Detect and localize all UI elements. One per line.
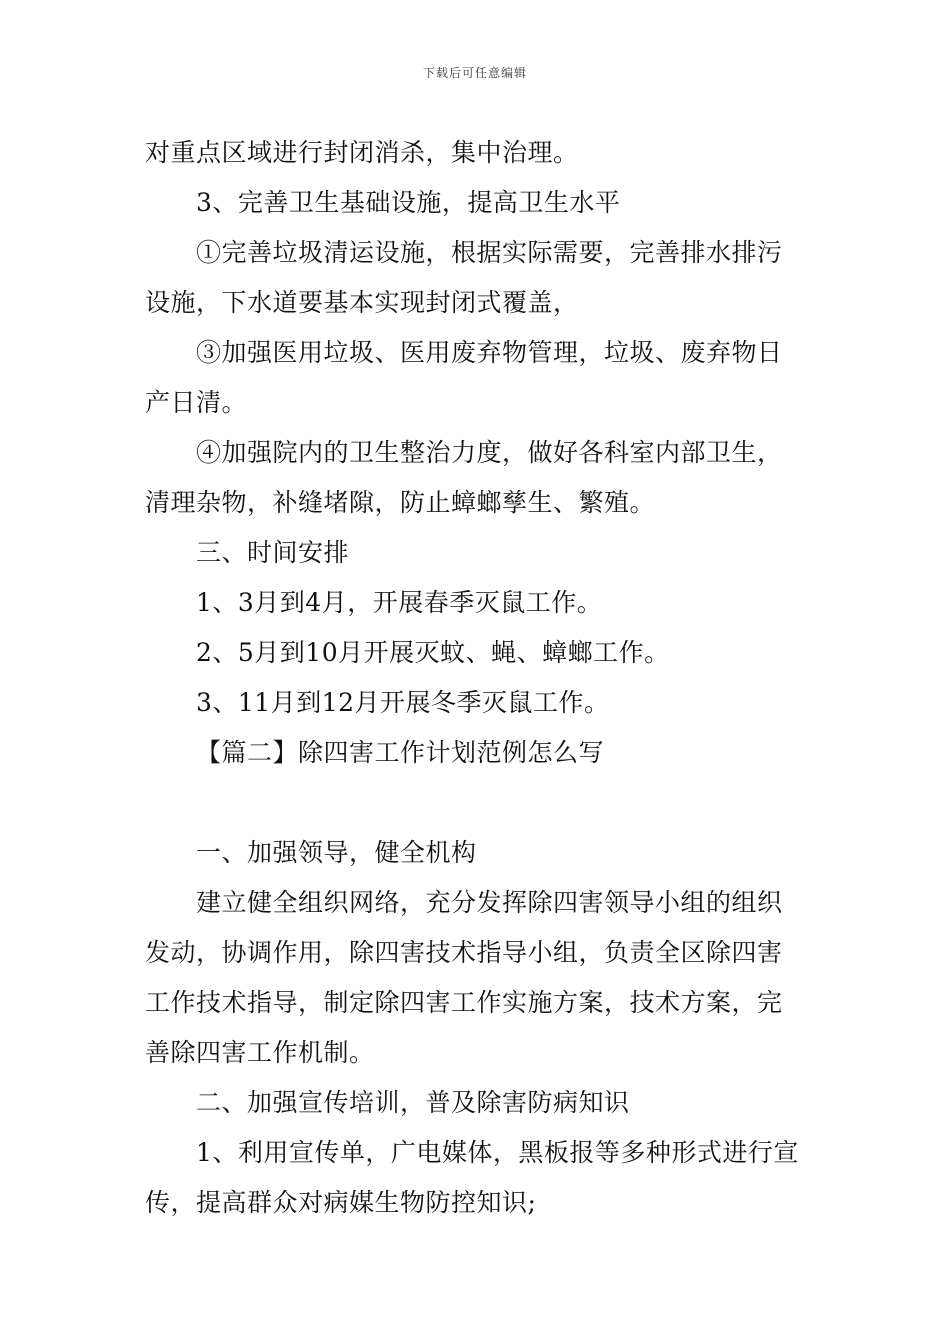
- blank-line: [145, 778, 810, 828]
- section-heading: 二、加强宣传培训，普及除害防病知识: [196, 1088, 630, 1117]
- text-line: 工作技术指导，制定除四害工作实施方案，技术方案，完: [145, 988, 783, 1017]
- text-line: ③加强医用垃圾、医用废弃物管理，垃圾、废弃物日: [196, 338, 783, 367]
- text-line: 设施，下水道要基本实现封闭式覆盖，: [145, 288, 579, 317]
- text-line: 传，提高群众对病媒生物防控知识;: [145, 1188, 537, 1217]
- text-line: 对重点区域进行封闭消杀，集中治理。: [145, 138, 579, 167]
- text-line: 善除四害工作机制。: [145, 1038, 375, 1067]
- document-body: [145, 128, 810, 1228]
- text-line: 3、完善卫生基础设施，提高卫生水平: [196, 188, 621, 217]
- text-line: 建立健全组织网络，充分发挥除四害领导小组的组织: [196, 888, 783, 917]
- text-line: 1、3月到4月，开展春季灭鼠工作。: [196, 588, 603, 617]
- text-line: 清理杂物，补缝堵隙，防止蟑螂孳生、繁殖。: [145, 488, 656, 517]
- text-line: 3、11月到12月开展冬季灭鼠工作。: [196, 688, 610, 717]
- text-line: ④加强院内的卫生整治力度，做好各科室内部卫生，: [196, 438, 783, 467]
- text-line: 2、5月到10月开展灭蚊、蝇、蟑螂工作。: [196, 638, 670, 667]
- page-header: 下载后可任意编辑: [422, 66, 527, 80]
- text-line: 产日清。: [145, 388, 248, 417]
- article-title: 【篇二】除四害工作计划范例怎么写: [196, 738, 605, 767]
- section-heading: 一、加强领导，健全机构: [196, 838, 477, 867]
- text-line: ①完善垃圾清运设施，根据实际需要，完善排水排污: [196, 238, 783, 267]
- section-heading: 三、时间安排: [196, 538, 350, 567]
- text-line: 1、利用宣传单，广电媒体，黑板报等多种形式进行宣: [196, 1138, 799, 1167]
- text-line: 发动，协调作用，除四害技术指导小组，负责全区除四害: [145, 938, 783, 967]
